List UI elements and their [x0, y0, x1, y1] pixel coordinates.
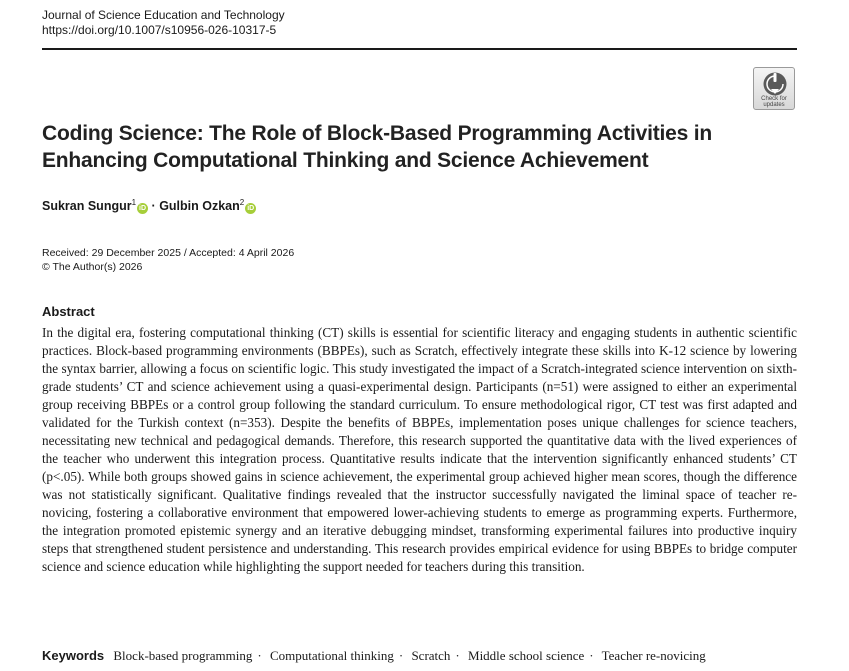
keyword-item: Block-based programming	[113, 648, 253, 663]
author-separator: ·	[151, 199, 156, 214]
author-name[interactable]: Sukran Sungur	[42, 199, 132, 214]
header-rule	[42, 48, 797, 50]
keywords-heading: Keywords	[42, 648, 105, 663]
keyword-item: Teacher re-novicing	[601, 648, 706, 663]
keyword-item: Middle school science	[468, 648, 585, 663]
affiliation-mark: 2	[239, 198, 245, 207]
keyword-separator: ·	[257, 648, 262, 663]
abstract-text: In the digital era, fostering computational thinking (CT) skills is essential for scientific literacy and engaging students in authentic scientific practices. Block-based programming environments (BBPEs), such as Scratch, effectively integrate these skills into K-12 science by lowering the syntax barrier, allowing a focus on scientific logic. This study investigated the impact of a Scratch-integrated science intervention on sixth-grade students’ CT and science achievement using a quasi-experimental design. Participants (n=51) were assigned to either an experimental group receiving BBPEs or a control group following the standard curriculum. To ensure methodological rigor, CT test was first adapted and validated for the Turkish context (n=353). Despite the benefits of BBPEs, implementation poses unique challenges for science teachers, necessitating new technical and pedagogical demands. Therefore, this research supported the quantitative data with the lived experiences of the teacher who underwent this integration process. Quantitative results indicate that the intervention significantly enhanced students’ CT (p<.05). While both groups showed gains in science achievement, the experimental group achieved higher mean scores, though the difference was not statistically significant. Qualitative findings revealed that the instructor successfully navigated the liminal space of teacher re-novicing, fostering a collaborative environment that empowered lower-achieving students to emerge as programming experts. Furthermore, the integration promoted epistemic synergy and an iterative debugging mindset, transforming experimental failures into productive inquiry steps that strengthened student persistence and understanding. This research provides empirical evidence for using BBPEs to bridge computer science and science education while highlighting the support needed for teachers during this transition.	[42, 325, 797, 574]
keyword-item: Scratch	[411, 648, 451, 663]
keyword-separator: ·	[398, 648, 404, 663]
keyword-separator: ·	[455, 648, 460, 663]
keywords	[42, 648, 802, 664]
check-for-updates-icon	[762, 71, 788, 97]
check-for-updates-badge[interactable]	[753, 67, 795, 110]
copyright: © The Author(s) 2026	[42, 261, 143, 273]
orcid-icon[interactable]: iD	[139, 205, 147, 213]
author-list	[42, 198, 256, 214]
abstract-heading: Abstract	[42, 304, 95, 319]
article-title: Coding Science: The Role of Block-Based Programming Activities in Enhancing Computational Thinking and Science Achievement	[42, 122, 713, 172]
affiliation-mark: 1	[131, 198, 137, 207]
publication-dates	[42, 246, 294, 274]
journal-name: Journal of Science Education and Technology	[42, 8, 285, 22]
badge-label-line1: Check for	[761, 96, 787, 102]
journal-header	[42, 8, 285, 38]
author-name[interactable]: Gulbin Ozkan	[159, 199, 240, 214]
keyword-item: Computational thinking	[269, 648, 394, 663]
badge-label-line2: updates	[763, 102, 785, 108]
received-accepted: Received: 29 December 2025 / Accepted: 4 April 2026	[42, 247, 295, 259]
keyword-separator: ·	[589, 648, 594, 663]
orcid-icon[interactable]: iD	[247, 205, 255, 213]
doi-link[interactable]: https://doi.org/10.1007/s10956-026-10317-5	[42, 23, 277, 37]
badge-label	[754, 96, 794, 108]
